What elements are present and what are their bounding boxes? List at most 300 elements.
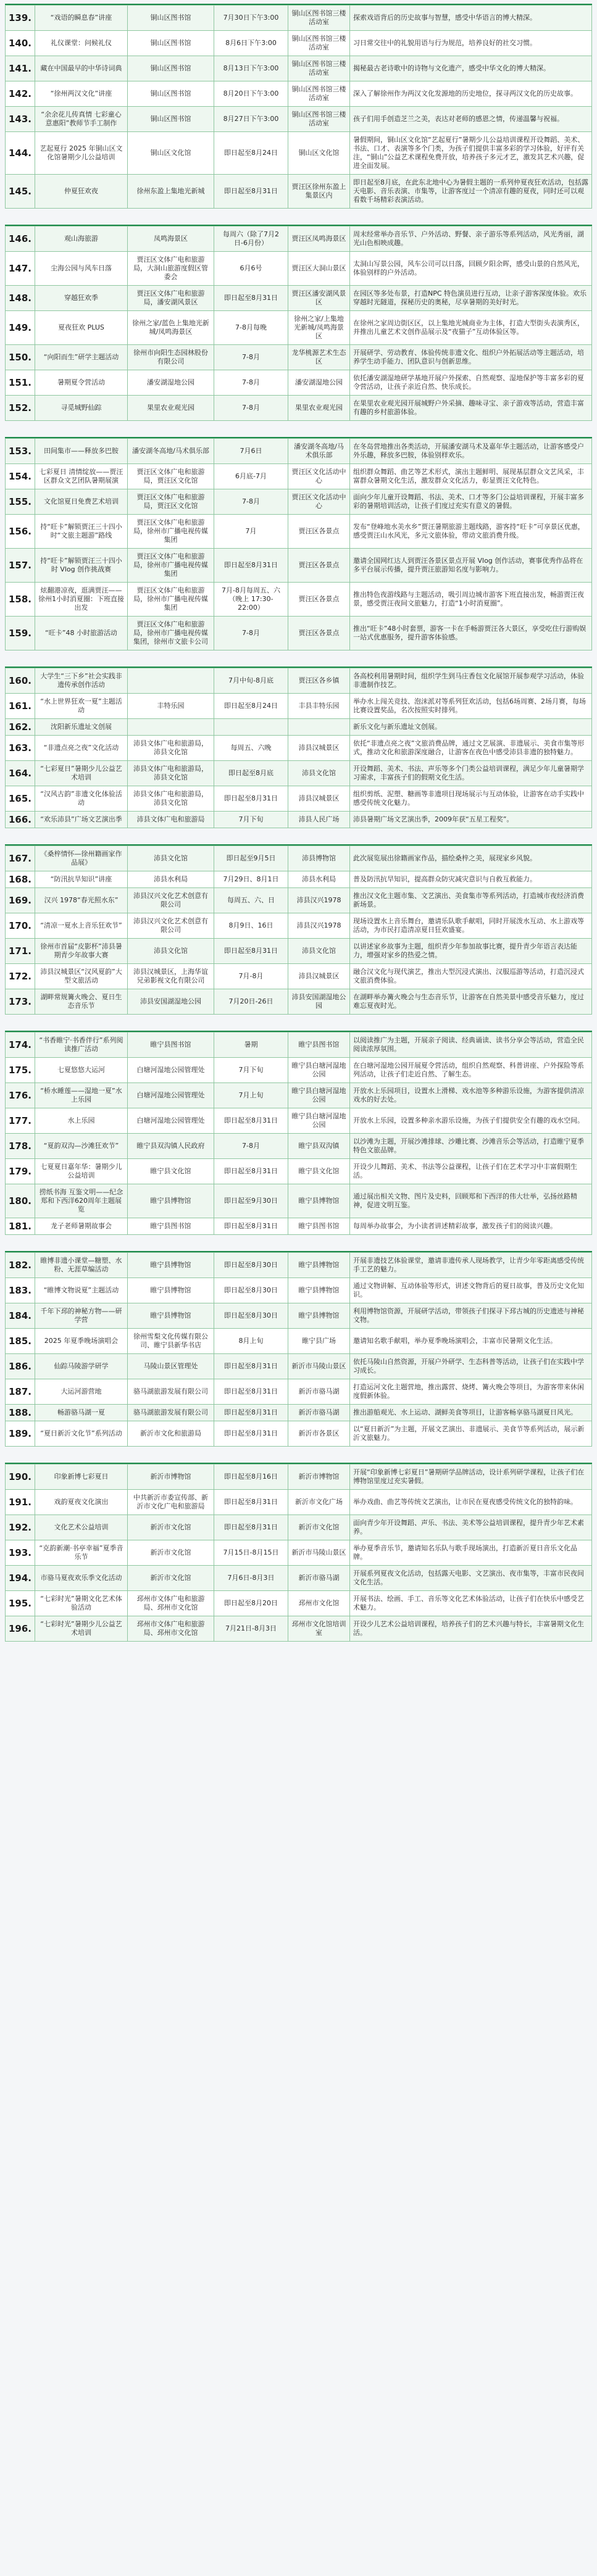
table-row (6, 736, 592, 761)
activity-name: 睢博非遗小课堂—糖塑、水粉、无涯草编活动 (35, 1253, 128, 1278)
organizer: 沛县文体广电和旅游局，沛县文化馆 (128, 786, 214, 812)
activity-time: 每周五、六晚 (214, 736, 288, 761)
activity-time: 7月-8月 (214, 964, 288, 989)
activity-name: 捞纸书海 互鉴文明——纪念郑和下西洋620周年主题展览 (35, 1184, 128, 1218)
activity-table-block (5, 1463, 592, 1642)
activity-description: 开放水上乐园，设置多种亲水游乐设施，为孩子们提供安全有趣的戏水空间。 (350, 1108, 592, 1134)
row-number: 191. (6, 1490, 35, 1515)
venue: 丰县丰特乐园 (288, 694, 350, 719)
table-row (6, 989, 592, 1015)
organizer: 新沂市文化馆 (128, 1515, 214, 1540)
activity-name: “克韵新潮·书亭幸福”夏季音乐节 (35, 1540, 128, 1566)
table-row (6, 345, 592, 370)
activity-table-block (5, 225, 592, 421)
activity-time: 7-8月 (214, 370, 288, 396)
activity-time: 8月上旬 (214, 1329, 288, 1354)
venue: 新沂市博物馆 (288, 1465, 350, 1490)
row-number: 173. (6, 989, 35, 1015)
venue: 贾汪区各乡镇 (288, 668, 350, 694)
activity-table (5, 1032, 592, 1235)
venue: 铜山区图书馆三楼活动室 (288, 107, 350, 132)
activity-description: 在冬岛营地推出各类活动，开展潘安湖马术及嘉年华主题活动，让游客感受户外乐趣，释放多巴胺，体验别样欢乐。 (350, 439, 592, 464)
activity-description: 融合汉文化与现代演艺，推出大型沉浸式演出、汉服巡游等活动，打造沉浸式文旅消费体验。 (350, 964, 592, 989)
activity-time: 8月13日下午3:00 (214, 56, 288, 81)
row-number: 175. (6, 1058, 35, 1083)
venue: 贾汪区凤鸣海景区 (288, 226, 350, 252)
activity-description: 通过展出相关文物、图片及史料，回顾郑和下西洋的伟大壮举，弘扬丝路精神，促进文明互鉴。 (350, 1184, 592, 1218)
activity-time: 即日起至8月31日 (214, 939, 288, 964)
row-number: 176. (6, 1083, 35, 1108)
organizer: 铜山区图书馆 (128, 31, 214, 56)
activity-time: 即日起至8月30日 (214, 1253, 288, 1278)
organizer: 睢宁县博物馆 (128, 1253, 214, 1278)
venue: 铜山区文化馆 (288, 132, 350, 175)
table-row (6, 871, 592, 888)
table-row (6, 1540, 592, 1566)
activity-description: 打造运河文化主题营地，推出露营、烧烤、篝火晚会等项目，为游客带来休闲度假新体验。 (350, 1379, 592, 1405)
activity-name: 文化艺术公益培训 (35, 1515, 128, 1540)
row-number: 185. (6, 1329, 35, 1354)
activity-description: 开展“印象新博七彩夏日”暑期研学品牌活动，设计系列研学课程，让孩子们在博物馆里度过充实暑假。 (350, 1465, 592, 1490)
organizer: 丰特乐园 (128, 694, 214, 719)
activity-time: 即日起至8月31日 (214, 1379, 288, 1405)
activity-description: 开展研学、劳动教育、体验传统非遗文化、组织户外拓展活动等主题活动，培养学生动手能力、团队意识与创新思维。 (350, 345, 592, 370)
organizer: 铜山区图书馆 (128, 56, 214, 81)
organizer: 贾汪区文体广电和旅游局，贾汪区文化馆 (128, 489, 214, 515)
organizer: 睢宁县图书馆 (128, 1032, 214, 1058)
organizer: 睢宁县图书馆 (128, 1218, 214, 1235)
table-row (6, 1058, 592, 1083)
row-number: 193. (6, 1540, 35, 1566)
table-row (6, 1354, 592, 1379)
table-row (6, 1465, 592, 1490)
activity-table-block (5, 844, 592, 1015)
activity-description: 开设舞蹈、美术、书法、声乐等多个门类公益培训课程，满足少年儿童暑期学习需求，丰富孩子们的假期文化生活。 (350, 761, 592, 786)
row-number: 154. (6, 464, 35, 489)
venue: 睢宁县博物馆 (288, 1303, 350, 1329)
activity-time: 8月6日下午3:00 (214, 31, 288, 56)
venue: 沛县汉城景区 (288, 964, 350, 989)
activity-name: 湖畔常规篝火晚会、夏日生态音乐节 (35, 989, 128, 1015)
activity-time: 暑期 (214, 1032, 288, 1058)
activity-name: “七彩夏日”暑期少儿公益艺术培训 (35, 761, 128, 786)
table-row (6, 252, 592, 286)
activity-name: “书香睢宁·书香伴行”系列阅读推广活动 (35, 1032, 128, 1058)
venue: 睢宁县博物馆 (288, 1253, 350, 1278)
organizer: 贾汪区文体广电和旅游局，徐州市广播电视传媒集团 (128, 549, 214, 583)
activity-description: 深入了解徐州作为两汉文化发源地的历史地位，探寻两汉文化的历史故事。 (350, 81, 592, 107)
organizer: 沛县安国湖湿地公园 (128, 989, 214, 1015)
venue: 睢宁县博物馆 (288, 1278, 350, 1303)
activity-time: 7-8月 (214, 489, 288, 515)
table-row (6, 396, 592, 421)
venue: 贾汪区各景点 (288, 549, 350, 583)
activity-name: “睢博文物说夏”主题活动 (35, 1278, 128, 1303)
activity-time: 8月9日、16日 (214, 913, 288, 939)
row-number: 195. (6, 1591, 35, 1616)
venue: 贾汪区潘安湖风景区 (288, 286, 350, 311)
activity-description: 开展书法、绘画、手工、音乐等文化艺术体验活动，让孩子们在快乐中感受艺术魅力。 (350, 1591, 592, 1616)
table-row (6, 888, 592, 913)
row-number: 172. (6, 964, 35, 989)
activity-name: 七夏悠悠大运河 (35, 1058, 128, 1083)
venue: 贾汪区各景点 (288, 515, 350, 549)
table-row (6, 786, 592, 812)
activity-name: “七彩时光”暑期少儿公益艺术培训 (35, 1616, 128, 1642)
venue: 邳州市文化馆 (288, 1591, 350, 1616)
table-row (6, 286, 592, 311)
activity-time: 7-8月 (214, 345, 288, 370)
activity-name: 印象新博七彩夏日 (35, 1465, 128, 1490)
table-row (6, 913, 592, 939)
activity-table (5, 1252, 592, 1447)
row-number: 179. (6, 1159, 35, 1184)
activity-name: 千年下邳的神秘方物——研学营 (35, 1303, 128, 1329)
organizer: 果里农业观光园 (128, 396, 214, 421)
table-row (6, 1421, 592, 1447)
venue: 沛县博物馆 (288, 846, 350, 871)
activity-table (5, 226, 592, 421)
organizer: 徐州市向阳生态园林股份有限公司 (128, 345, 214, 370)
organizer: 邳州市文体广电和旅游局、邳州市文化馆 (128, 1591, 214, 1616)
organizer: 沛县文体广电和旅游局，沛县文化馆 (128, 736, 214, 761)
activity-time: 7月 (214, 515, 288, 549)
table-row (6, 311, 592, 345)
venue: 新沂市马陵山景区 (288, 1540, 350, 1566)
activity-table (5, 846, 592, 1015)
table-row (6, 132, 592, 175)
row-number: 160. (6, 668, 35, 694)
activity-time: 即日起至8月31日 (214, 175, 288, 209)
table-row (6, 1329, 592, 1354)
table-row (6, 964, 592, 989)
activity-name: “夏韵双沟—沙滩狂欢节” (35, 1134, 128, 1159)
activity-description: 太洞山写景公园，风车公司可以日落，回顾夕阳余晖，感受山景的自然风光，体验别样的户外活动。 (350, 252, 592, 286)
activity-table (5, 1464, 592, 1642)
row-number: 192. (6, 1515, 35, 1540)
row-number: 147. (6, 252, 35, 286)
activity-time: 7月20日-26日 (214, 989, 288, 1015)
venue: 贾汪区文化活动中心 (288, 489, 350, 515)
activity-time: 8月27日下午3:00 (214, 107, 288, 132)
table-row (6, 617, 592, 650)
activity-description: 发布“登峰地水美水乡”贾汪暑期旅游主题线路，游客持“旺卡”可享景区优惠，感受贾汪山水风光，多元文旅体验，带动文旅消费升级。 (350, 515, 592, 549)
row-number: 141. (6, 56, 35, 81)
table-row (6, 464, 592, 489)
row-number: 187. (6, 1379, 35, 1405)
organizer: 白塘河湿地公园管理处 (128, 1058, 214, 1083)
row-number: 151. (6, 370, 35, 396)
activity-description: 组织群众舞蹈、曲艺等艺术形式，演出主题鲜明、展现基层群众文艺风采，丰富群众暑期文化生活，激发群众文化活力，彰显贾汪文化特色。 (350, 464, 592, 489)
activity-name: 七彩夏日 清情绽放——贾汪区群众文艺团队暑期展演 (35, 464, 128, 489)
table-row (6, 1278, 592, 1303)
activity-description: 举办夏季音乐节，邀请知名乐队与歌手现场演出，打造新沂夏日音乐文化品牌。 (350, 1540, 592, 1566)
venue: 新沂市各景区 (288, 1421, 350, 1447)
row-number: 167. (6, 846, 35, 871)
activity-time: 即日起至8月16日 (214, 1465, 288, 1490)
table-row (6, 370, 592, 396)
activity-description: 在徐州之家周边街区区，以上集地光城商业为主体，打造大型街头表演秀区，并推出儿童艺术文创作品展示及“夜猫子”互动体验区等。 (350, 311, 592, 345)
activity-description: 开设少儿舞蹈、美术、书法等公益课程，让孩子们在艺术学习中丰富假期生活。 (350, 1159, 592, 1184)
row-number: 163. (6, 736, 35, 761)
activity-description: 以“夏日新沂”为主题，开展文艺演出、非遗展示、美食节等系列活动，展示新沂文旅魅力。 (350, 1421, 592, 1447)
organizer: 睢宁县博物馆 (128, 1278, 214, 1303)
activity-name: 持“旺卡”解锁贾汪三十四小时 Vlog 创作挑战赛 (35, 549, 128, 583)
organizer: 铜山区图书馆 (128, 81, 214, 107)
activity-time: 7月29日、8月1日 (214, 871, 288, 888)
activity-description: 开放水上乐园项目，设置水上滑梯、戏水池等多种游乐设施，为游客提供清凉戏水的好去处。 (350, 1083, 592, 1108)
row-number: 181. (6, 1218, 35, 1235)
table-row (6, 719, 592, 736)
activity-name: “欢乐沛县”广场文艺演出季 (35, 812, 128, 828)
table-row (6, 1159, 592, 1184)
row-number: 158. (6, 583, 35, 617)
venue: 新沂市骆马湖 (288, 1379, 350, 1405)
activity-description: 普及防汛抗旱知识，提高群众防灾减灾意识与自救互救能力。 (350, 871, 592, 888)
table-row (6, 1405, 592, 1421)
activity-description: 依托马陵山自然资源，开展户外研学、生态科普等活动，让孩子们在实践中学习成长。 (350, 1354, 592, 1379)
activity-description: 周末经常举办音乐节、户外活动、野餐、亲子游乐等系列活动，风光秀丽，湖光山色相映成趣。 (350, 226, 592, 252)
activity-table (5, 668, 592, 828)
organizer: 徐州之家/蓝色上集地光新城/凤鸣海景区 (128, 311, 214, 345)
activity-time: 7-8月 (214, 396, 288, 421)
table-row (6, 1108, 592, 1134)
table-row (6, 549, 592, 583)
row-number: 180. (6, 1184, 35, 1218)
row-number: 166. (6, 812, 35, 828)
organizer: 新沂市文化馆 (128, 1540, 214, 1566)
venue: 沛县汉城景区 (288, 786, 350, 812)
venue (288, 719, 350, 736)
activity-table-block (5, 667, 592, 828)
row-number: 142. (6, 81, 35, 107)
table-row (6, 761, 592, 786)
activity-name: 艺起夏行 2025 年铜山区文化馆暑期少儿公益培训 (35, 132, 128, 175)
table-row (6, 1032, 592, 1058)
activity-time: 每周六（除了7月2日-6月份） (214, 226, 288, 252)
row-number: 178. (6, 1134, 35, 1159)
table-row (6, 515, 592, 549)
table-row (6, 1184, 592, 1218)
organizer: 沛县汉兴文化艺术创意有限公司 (128, 888, 214, 913)
venue: 龙华桃源艺术生态区 (288, 345, 350, 370)
activity-description: 推出汉文化主题市集、文艺演出、美食集市等系列活动，打造城市夜经济消费新场景。 (350, 888, 592, 913)
activity-description: 沛县暑期广场文艺演出季，2009年获“五星工程奖”。 (350, 812, 592, 828)
row-number: 183. (6, 1278, 35, 1303)
activity-name: “清凉一夏水上音乐狂欢节” (35, 913, 128, 939)
activity-name: 持“旺卡”解锁贾汪三十四小时“文旅主题游”路线 (35, 515, 128, 549)
organizer (128, 719, 214, 736)
organizer: 睢宁县博物馆 (128, 1303, 214, 1329)
organizer: 贾汪区文体广电和旅游局，大洞山旅游度假区管委会 (128, 252, 214, 286)
activity-table-block (5, 1251, 592, 1447)
venue: 新沂市文化馆 (288, 1515, 350, 1540)
organizer: 贾汪区文体广电和旅游局，徐州市广播电视传媒集团 (128, 583, 214, 617)
table-row (6, 1253, 592, 1278)
row-number: 156. (6, 515, 35, 549)
row-number: 188. (6, 1405, 35, 1421)
activity-time: 即日起至8月31日 (214, 1490, 288, 1515)
organizer: 铜山区图书馆 (128, 107, 214, 132)
venue: 新沂市文化广场 (288, 1490, 350, 1515)
activity-name: 徐州市首届“皮影杯”沛县暑期青少年故事大赛 (35, 939, 128, 964)
venue: 睢宁县广场 (288, 1329, 350, 1354)
venue: 铜山区图书馆三楼活动室 (288, 6, 350, 31)
table-row (6, 489, 592, 515)
table-row (6, 439, 592, 464)
activity-time: 7月中旬-8月底 (214, 668, 288, 694)
table-row (6, 1566, 592, 1591)
activity-description: 邀请全国网红达人到贾汪各景区景点开展 Vlog 创作活动，赛事优秀作品将在多平台展示传播，提升贾汪旅游知名度与影响力。 (350, 549, 592, 583)
activity-description: 孩子们用手创造芝兰之美，表达对老师的感恩之情，传递温馨与祝福。 (350, 107, 592, 132)
activity-time (214, 719, 288, 736)
organizer: 沛县文化馆 (128, 939, 214, 964)
row-number: 190. (6, 1465, 35, 1490)
activity-name: “旺卡”48 小时旅游活动 (35, 617, 128, 650)
organizer: 中共新沂市委宣传部、新沂市文化广电和旅游局 (128, 1490, 214, 1515)
row-number: 186. (6, 1354, 35, 1379)
organizer: 马陵山景区管理处 (128, 1354, 214, 1379)
row-number: 149. (6, 311, 35, 345)
venue: 沛县汉兴1978 (288, 913, 350, 939)
row-number: 184. (6, 1303, 35, 1329)
activity-name: “徐州两汉文化”讲座 (35, 81, 128, 107)
activity-name: 汉兴 1978“春光照水东” (35, 888, 128, 913)
venue: 睢宁县双沟镇 (288, 1134, 350, 1159)
organizer: 沛县水利局 (128, 871, 214, 888)
activity-description: 开展非遗技艺体验课堂，邀请非遗传承人现场教学，让青少年零距离感受传统手工艺的魅力。 (350, 1253, 592, 1278)
venue: 徐州之家/上集地光新城/凤鸣海景区 (288, 311, 350, 345)
row-number: 143. (6, 107, 35, 132)
activity-name: 戏韵夏夜文化演出 (35, 1490, 128, 1515)
activity-time: 即日起至9月5日 (214, 846, 288, 871)
organizer: 新沂市博物馆 (128, 1465, 214, 1490)
activity-description: 依托“非遗点亮之夜”文旅消费品牌，通过文艺展演、非遗展示、美食市集等形式，推动文化和旅游深度融合，让游客在夜色中感受沛县非遗的独特魅力。 (350, 736, 592, 761)
activity-description: 探索戏语背后的历史故事与智慧，感受中华语言的博大精深。 (350, 6, 592, 31)
activity-description: 习日常交往中的礼貌用语与行为规范，培养良好的社交习惯。 (350, 31, 592, 56)
table-row (6, 694, 592, 719)
activity-time: 7月上旬 (214, 1083, 288, 1108)
activity-name: 藏在中国最早的中华诗词典 (35, 56, 128, 81)
activity-name: 尘海公园与风车日落 (35, 252, 128, 286)
activity-description: 邀请知名歌手献唱，举办夏季晚场演唱会，丰富市民暑期文化生活。 (350, 1329, 592, 1354)
activity-description: 以沙滩为主题，开展沙滩排球、沙雕比赛、沙滩音乐会等活动，打造睢宁夏季特色文旅品牌。 (350, 1134, 592, 1159)
organizer: 凤鸣海景区 (128, 226, 214, 252)
table-row (6, 1591, 592, 1616)
activity-name: 市骆马夏夜欢乐季文化活动 (35, 1566, 128, 1591)
activity-name: 田间集市——释放多巴胺 (35, 439, 128, 464)
row-number: 144. (6, 132, 35, 175)
row-number: 177. (6, 1108, 35, 1134)
row-number: 165. (6, 786, 35, 812)
table-row (6, 1303, 592, 1329)
table-row (6, 1218, 592, 1235)
organizer: 骆马湖旅游发展有限公司 (128, 1379, 214, 1405)
organizer: 贾汪区文体广电和旅游局，徐州市广播电视传媒集团 (128, 515, 214, 549)
activity-description: 举办戏曲、曲艺等传统文艺演出，让市民在夏夜感受传统文化的独特韵味。 (350, 1490, 592, 1515)
activity-time: 7-8月 (214, 617, 288, 650)
organizer: 潘安湖冬高地/马术俱乐部 (128, 439, 214, 464)
venue: 果里农业观光园 (288, 396, 350, 421)
venue: 沛县文化馆 (288, 939, 350, 964)
activity-description: 开展系列夏夜文化活动，包括露天电影、文艺演出、夜市集等，丰富市民夜间文化生活。 (350, 1566, 592, 1591)
activity-description: 依托潘安湖湿地研学基地开展户外探索、自然观察、湿地保护等丰富多彩的夏令营活动，让孩子亲近自然、快乐成长。 (350, 370, 592, 396)
row-number: 161. (6, 694, 35, 719)
table-row (6, 939, 592, 964)
table-row (6, 6, 592, 31)
organizer: 骆马湖旅游发展有限公司 (128, 1405, 214, 1421)
activity-description: 在园区等多处布景，打造NPC 特色演员进行互动，让亲子游客深度体验。欢乐穿越时光隧道，探秘历史的奥秘，尽享暑期的美好时光。 (350, 286, 592, 311)
activity-description: 新乐文化与新乐遗址文创展。 (350, 719, 592, 736)
activity-table-block (5, 1031, 592, 1235)
organizer: 铜山区文化馆 (128, 132, 214, 175)
activity-name: 礼仪课堂：问候礼仪 (35, 31, 128, 56)
venue: 沛县水利局 (288, 871, 350, 888)
row-number: 150. (6, 345, 35, 370)
venue: 铜山区图书馆三楼活动室 (288, 56, 350, 81)
table-row (6, 1134, 592, 1159)
table-row (6, 226, 592, 252)
activity-description: 即日起至8月底，在此东北地中心为暑假主题的一系列仲夏夜狂欢活动，包括露天电影、音乐表演、市集等，让游客度过一个清凉有趣的夏夜，同时还可以观看数千场精彩表演活动。 (350, 175, 592, 209)
organizer: 睢宁县文化馆 (128, 1159, 214, 1184)
venue: 沛县安国湖湿地公园 (288, 989, 350, 1015)
activity-description: 以阅读推广为主题，开展亲子阅读、经典诵读、读书分享会等活动，营造全民阅读浓厚氛围。 (350, 1032, 592, 1058)
activity-time: 即日起至8月31日 (214, 1108, 288, 1134)
table-row (6, 81, 592, 107)
activity-time: 7月6日-8月3日 (214, 1566, 288, 1591)
organizer: 沛县汉城景区，上海华谊兄弟影视文化有限公司 (128, 964, 214, 989)
organizer: 铜山区图书馆 (128, 6, 214, 31)
organizer: 贾汪区文体广电和旅游局，贾汪区文化馆 (128, 464, 214, 489)
activity-time: 即日起至8月31日 (214, 1218, 288, 1235)
table-row (6, 1490, 592, 1515)
organizer: 邳州市文体广电和旅游局、邳州市文化馆 (128, 1616, 214, 1642)
venue: 睢宁县文化馆 (288, 1159, 350, 1184)
activity-description: 组织剪纸、泥塑、糖画等非遗项目现场展示与互动体验，让游客在动手实践中感受传统文化魅力。 (350, 786, 592, 812)
organizer: 贾汪区文体广电和旅游局，徐州市广播电视传媒集团，徐州市文旅卡公司 (128, 617, 214, 650)
venue: 贾汪区文化活动中心 (288, 464, 350, 489)
activity-time: 8月20日下午3:00 (214, 81, 288, 107)
organizer: 徐州东盈上集地光新城 (128, 175, 214, 209)
venue: 贾汪区大洞山景区 (288, 252, 350, 286)
activity-name: 2025 年夏季晚场演唱会 (35, 1329, 128, 1354)
venue: 铜山区图书馆三楼活动室 (288, 31, 350, 56)
venue: 铜山区图书馆三楼活动室 (288, 81, 350, 107)
activity-name: 仲夏狂欢夜 (35, 175, 128, 209)
table-row (6, 1379, 592, 1405)
table-row (6, 175, 592, 209)
venue: 沛县人民广场 (288, 812, 350, 828)
activity-description: 面向少年儿童开设舞蹈、书法、美术、口才等多门公益培训课程，开展丰富多彩的暑期培训活动，让孩子们度过充实有意义的暑假。 (350, 489, 592, 515)
activity-description: 在湖畔举办篝火晚会与生态音乐节，让游客在自然美景中感受音乐魅力，度过难忘夏夜时光。 (350, 989, 592, 1015)
activity-time: 即日起至8月24日 (214, 694, 288, 719)
row-number: 152. (6, 396, 35, 421)
venue: 潘安湖湿地公园 (288, 370, 350, 396)
activity-time: 7月30日下午3:00 (214, 6, 288, 31)
venue: 睢宁县图书馆 (288, 1032, 350, 1058)
activity-name: 水上乐园 (35, 1108, 128, 1134)
activity-name: 夏夜狂欢 PLUS (35, 311, 128, 345)
activity-description: 此次展览展出徐籍画家作品，描绘桑梓之美，展现家乡风貌。 (350, 846, 592, 871)
activity-table-block (5, 4, 592, 209)
activity-name: “防汛抗旱知识”讲座 (35, 871, 128, 888)
table-row (6, 846, 592, 871)
activity-name: 观山海旅游 (35, 226, 128, 252)
activity-name: “七彩时光”暑期文化艺术体验活动 (35, 1591, 128, 1616)
row-number: 164. (6, 761, 35, 786)
row-number: 153. (6, 439, 35, 464)
activity-time: 即日起至8月31日 (214, 786, 288, 812)
